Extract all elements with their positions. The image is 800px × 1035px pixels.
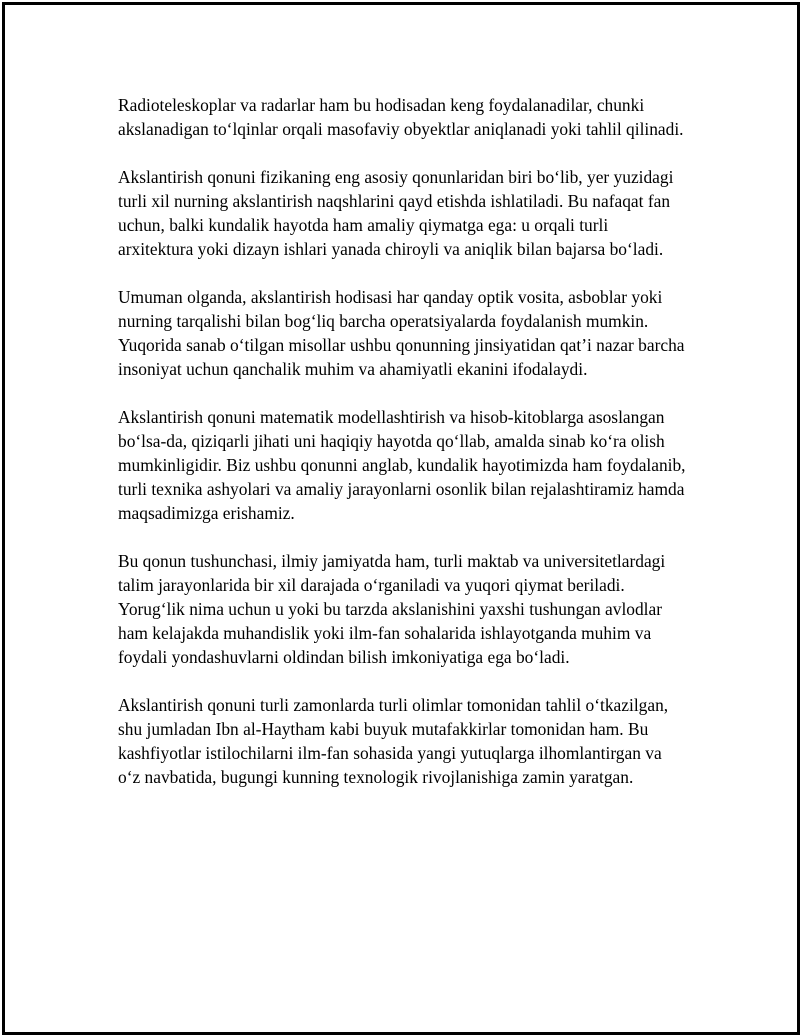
paragraph-5: Bu qonun tushunchasi, ilmiy jamiyatda ham, turli maktab va universitetlardagi talim jarayonlarida bir xil darajada o‘rganiladi va yuqori qiymat beriladi. Yorug‘lik nima uchun u yoki bu tarzda akslanishini yaxshi tushungan avlodlar ham kelajakda muhandislik yoki ilm-fan sohalarida ishlayotganda muhim va foydali yondashuvlarni oldindan bilish imkoniyatiga ega bo‘ladi. [118, 551, 666, 667]
paragraph-6: Akslantirish qonuni turli zamonlarda turli olimlar tomonidan tahlil o‘tkazilgan, shu jumladan Ibn al-Haytham kabi buyuk mutafakkirlar tomonidan ham. Bu kashfiyotlar istilochilarni ilm-fan sohasida yangi yutuqlarga ilhomlantirgan va o‘z navbatida, bugungi kunning texnologik rivojlanishiga zamin yaratgan. [118, 695, 669, 787]
paragraph-4: Akslantirish qonuni matematik modellashtirish va hisob-kitoblarga asoslangan bo‘lsa-da, qiziqarli jihati uni haqiqiy hayotda qo‘llab, amalda sinab ko‘ra olish mumkinligidir. Biz ushbu qonunni anglab, kundalik hayotimizda ham foydalanib, turli texnika ashyolari va amaliy jarayonlarni osonlik bilan rejalashtiramiz hamda maqsadimizga erishamiz. [118, 407, 686, 523]
document-body [118, 93, 686, 813]
paragraph-3: Umuman olganda, akslantirish hodisasi har qanday optik vosita, asboblar yoki nurning tarqalishi bilan bog‘liq barcha operatsiyalarda foydalanish mumkin. Yuqorida sanab o‘tilgan misollar ushbu qonunning jinsiyatidan qat’i nazar barcha insoniyat uchun qanchalik muhim va ahamiyatli ekanini ifodalaydi. [118, 287, 685, 379]
paragraph-1: Radioteleskoplar va radarlar ham bu hodisadan keng foydalanadilar, chunki akslanadigan to‘lqinlar orqali masofaviy obyektlar aniqlanadi yoki tahlil qilinadi. [118, 95, 684, 139]
paragraph-2: Akslantirish qonuni fizikaning eng asosiy qonunlaridan biri bo‘lib, yer yuzidagi turli xil nurning akslantirish naqshlarini qayd etishda ishlatiladi. Bu nafaqat fan uchun, balki kundalik hayotda ham amaliy qiymatga ega: u orqali turli arxitektura yoki dizayn ishlari yanada chiroyli va aniqlik bilan bajarsa bo‘ladi. [118, 167, 674, 259]
